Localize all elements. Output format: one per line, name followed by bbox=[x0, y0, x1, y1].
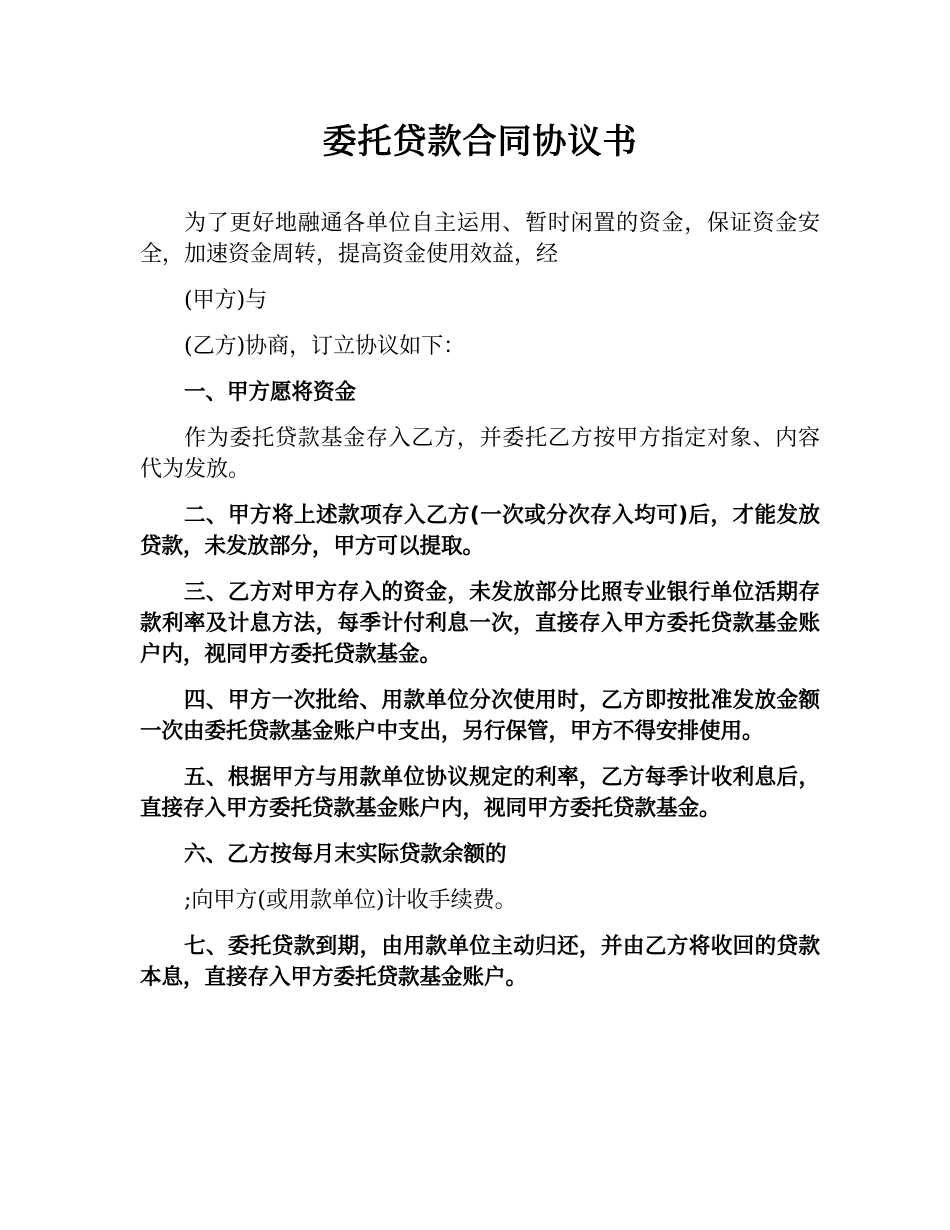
document-title: 委托贷款合同协议书 bbox=[322, 122, 638, 162]
paragraph-party-b: (乙方)协商，订立协议如下： bbox=[184, 334, 466, 359]
clause-1-body: 作为委托贷款基金存入乙方，并委托乙方按甲方指定对象、内容代为发放。 bbox=[140, 426, 820, 482]
clause-5: 五、根据甲方与用款单位协议规定的利率，乙方每季计收利息后，直接存入甲方委托贷款基金账户内，视同甲方委托贷款基金。 bbox=[140, 765, 820, 821]
document-page bbox=[140, 118, 820, 1008]
clause-7: 七、委托贷款到期，由用款单位主动归还，并由乙方将收回的贷款本息，直接存入甲方委托贷款基金账户。 bbox=[140, 934, 820, 990]
clause-6-body: ;向甲方(或用款单位)计收手续费。 bbox=[184, 888, 517, 913]
clause-3: 三、乙方对甲方存入的资金，未发放部分比照专业银行单位活期存款利率及计息方法，每季计付利息一次，直接存入甲方委托贷款基金账户内，视同甲方委托贷款基金。 bbox=[140, 580, 820, 667]
clause-2: 二、甲方将上述款项存入乙方(一次或分次存入均可)后，才能发放贷款，未发放部分，甲方可以提取。 bbox=[140, 503, 820, 559]
paragraph-intro: 为了更好地融通各单位自主运用、暂时闲置的资金，保证资金安全，加速资金周转，提高资金使用效益，经 bbox=[140, 211, 820, 267]
clause-6-heading: 六、乙方按每月末实际贷款余额的 bbox=[184, 842, 507, 867]
clause-1-heading: 一、甲方愿将资金 bbox=[184, 380, 357, 405]
paragraph-party-a: (甲方)与 bbox=[184, 288, 268, 313]
clause-4: 四、甲方一次批给、用款单位分次使用时，乙方即按批准发放金额一次由委托贷款基金账户中支出，另行保管，甲方不得安排使用。 bbox=[140, 688, 820, 744]
